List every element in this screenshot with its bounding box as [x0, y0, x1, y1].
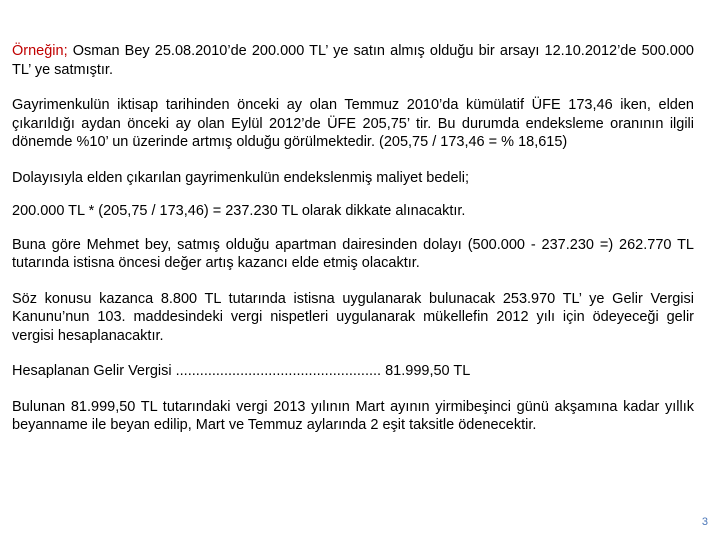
indexed-cost-intro: Dolayısıyla elden çıkarılan gayrimenkulün endekslenmiş maliyet bedeli;	[12, 169, 469, 186]
calculated-tax-line: Hesaplanan Gelir Vergisi ................................................... 81.999,50 TL	[12, 363, 471, 379]
example-label: Örneğin;	[12, 43, 68, 59]
example-paragraph	[12, 42, 694, 79]
document-body	[12, 42, 694, 452]
gain-paragraph: Buna göre Mehmet bey, satmış olduğu apartman dairesinden dolayı (500.000 - 237.230 =) 262.770 TL tutarında istisna öncesi değer artış kazancı elde etmiş olacaktır.	[12, 236, 694, 271]
payment-paragraph: Bulunan 81.999,50 TL tutarındaki vergi 2013 yılının Mart ayının yirmibeşinci günü akşamına kadar yıllık beyanname ile beyan edilip, Mart ve Temmuz aylarında 2 eşit taksitle ödenecektir.	[12, 398, 694, 433]
indexed-cost-formula: 200.000 TL * (205,75 / 173,46) = 237.230 TL olarak dikkate alınacaktır.	[12, 203, 466, 219]
page-number: 3	[701, 516, 708, 528]
example-text: Osman Bey 25.08.2010’de 200.000 TL’ ye satın almış olduğu bir arsayı 12.10.2012’de 500.000 TL’ ye satmıştır.	[12, 43, 694, 78]
indexation-paragraph: Gayrimenkulün iktisap tarihinden önceki ay olan Temmuz 2010’da kümülatif ÜFE 173,46 iken, elden çıkarıldığı aydan önceki ay olan Eylül 2012’de ÜFE 205,75’ tir. Bu durumda endeksleme oranının ilgili dönemde %10’ un üzerinde artmış olduğu görülmektedir. (205,75 / 173,46 = % 18,615)	[12, 97, 694, 150]
exemption-paragraph: Söz konusu kazanca 8.800 TL tutarında istisna uygulanarak bulunacak 253.970 TL’ ye Gelir Vergisi Kanunu’nun 103. maddesindeki vergi nispetleri uygulanarak mükellefin 2012 yılı için ödeyeceği gelir vergisi hesaplanacaktır.	[12, 290, 694, 344]
